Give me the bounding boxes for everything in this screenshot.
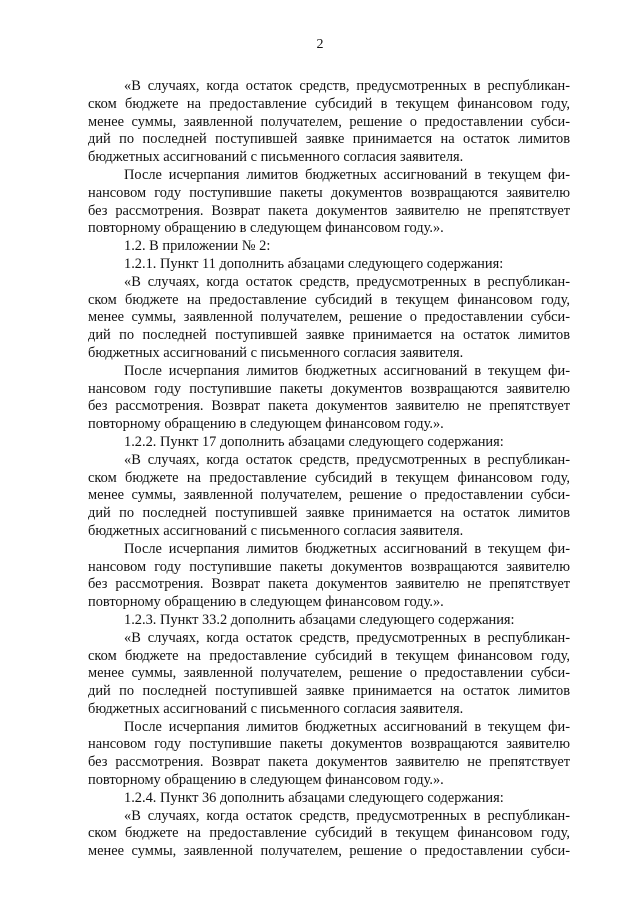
text-line: без рассмотрения. Возврат пакета документов заявителю не препятствует — [88, 202, 570, 219]
text-line: без рассмотрения. Возврат пакета документов заявителю не препятствует — [88, 754, 570, 771]
text-line: без рассмотрения. Возврат пакета документов заявителю не препятствует — [88, 576, 570, 593]
text-line: нансовом году поступившие пакеты документов возвращаются заявителю — [88, 380, 570, 397]
text-line: нансовом году поступившие пакеты документов возвращаются заявителю — [88, 736, 570, 753]
text-line: менее суммы, заявленной получателем, решение о предоставлении субси- — [88, 665, 570, 682]
text-line: без рассмотрения. Возврат пакета документов заявителю не препятствует — [88, 398, 570, 415]
text-line: менее суммы, заявленной получателем, решение о предоставлении субси- — [88, 309, 570, 326]
text-line: менее суммы, заявленной получателем, решение о предоставлении субси- — [88, 843, 570, 860]
text-line: 1.2.4. Пункт 36 дополнить абзацами следующего содержания: — [124, 789, 504, 806]
text-line: ском бюджете на предоставление субсидий в текущем финансовом году, — [88, 291, 570, 308]
text-line: 1.2.3. Пункт 33.2 дополнить абзацами следующего содержания: — [124, 611, 515, 628]
text-line: 1.2. В приложении № 2: — [124, 238, 271, 255]
text-line: ском бюджете на предоставление субсидий в текущем финансовом году, — [88, 469, 570, 486]
text-line: менее суммы, заявленной получателем, решение о предоставлении субси- — [88, 487, 570, 504]
text-line: 1.2.2. Пункт 17 дополнить абзацами следующего содержания: — [124, 433, 504, 450]
text-line: «В случаях, когда остаток средств, предусмотренных в республикан- — [124, 807, 570, 824]
text-line: повторному обращению в следующем финансовом году.». — [88, 594, 444, 611]
text-line: повторному обращению в следующем финансовом году.». — [88, 220, 444, 237]
text-line: «В случаях, когда остаток средств, предусмотренных в республикан- — [124, 273, 570, 290]
text-line: повторному обращению в следующем финансовом году.». — [88, 416, 444, 433]
text-line: бюджетных ассигнований с письменного согласия заявителя. — [88, 700, 464, 717]
text-line: ском бюджете на предоставление субсидий в текущем финансовом году, — [88, 95, 570, 112]
text-line: «В случаях, когда остаток средств, предусмотренных в республикан- — [124, 629, 570, 646]
document-body — [88, 78, 570, 861]
text-line: ском бюджете на предоставление субсидий в текущем финансовом году, — [88, 647, 570, 664]
text-line: После исчерпания лимитов бюджетных ассигнований в текущем фи- — [124, 540, 570, 557]
text-line: После исчерпания лимитов бюджетных ассигнований в текущем фи- — [124, 718, 570, 735]
text-line: нансовом году поступившие пакеты документов возвращаются заявителю — [88, 558, 570, 575]
text-line: нансовом году поступившие пакеты документов возвращаются заявителю — [88, 184, 570, 201]
text-line: бюджетных ассигнований с письменного согласия заявителя. — [88, 344, 464, 361]
text-line: бюджетных ассигнований с письменного согласия заявителя. — [88, 522, 464, 539]
text-line: ском бюджете на предоставление субсидий в текущем финансовом году, — [88, 825, 570, 842]
text-line: дий по последней поступившей заявке принимается на остаток лимитов — [88, 505, 570, 522]
text-line: дий по последней поступившей заявке принимается на остаток лимитов — [88, 131, 570, 148]
page-number: 2 — [316, 37, 324, 52]
text-line: 1.2.1. Пункт 11 дополнить абзацами следующего содержания: — [124, 255, 504, 272]
text-line: «В случаях, когда остаток средств, предусмотренных в республикан- — [124, 451, 570, 468]
text-line: После исчерпания лимитов бюджетных ассигнований в текущем фи- — [124, 362, 570, 379]
text-line: После исчерпания лимитов бюджетных ассигнований в текущем фи- — [124, 166, 570, 183]
text-line: дий по последней поступившей заявке принимается на остаток лимитов — [88, 327, 570, 344]
text-line: «В случаях, когда остаток средств, предусмотренных в республикан- — [124, 78, 570, 94]
text-line: дий по последней поступившей заявке принимается на остаток лимитов — [88, 683, 570, 700]
text-line: бюджетных ассигнований с письменного согласия заявителя. — [88, 149, 464, 166]
text-line: менее суммы, заявленной получателем, решение о предоставлении субси- — [88, 113, 570, 130]
text-line: повторному обращению в следующем финансовом году.». — [88, 772, 444, 789]
